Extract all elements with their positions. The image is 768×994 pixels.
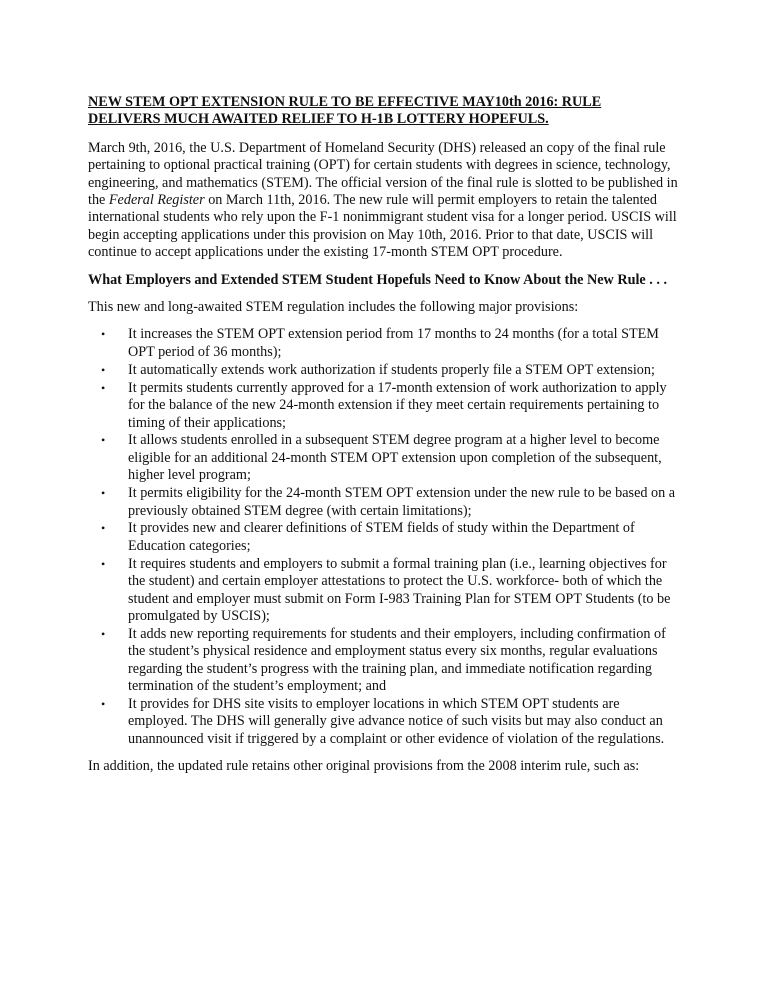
- provision-item: [88, 362, 682, 379]
- section-heading: What Employers and Extended STEM Student Hopefuls Need to Know About the New Rule . . .: [88, 271, 667, 288]
- bullet-icon: •: [101, 697, 106, 711]
- provision-item: [88, 626, 682, 696]
- provision-item: [88, 556, 682, 626]
- federal-register-italic: Federal Register: [108, 192, 205, 209]
- provision-item: [88, 432, 682, 484]
- provisions-list: [88, 326, 682, 748]
- bullet-icon: •: [101, 486, 106, 501]
- provision-item: [88, 520, 682, 555]
- provision-text: It increases the STEM OPT extension period from 17 months to 24 months (for a total STEM OPT period of 36 months);: [128, 326, 659, 360]
- bullet-icon: •: [101, 327, 106, 342]
- document-page: [88, 94, 682, 786]
- intro-text-part-2: on March 11th, 2016. The new rule will permit employers to retain the talented international students who rely upon the F-1 nonimmigrant student visa for a longer period. USCIS will begin accepting applications under this provision on May 10th, 2016. Prior to that date, USCIS will continue to accept applications under the existing 17-month STEM OPT procedure.: [88, 192, 677, 261]
- provision-item: [88, 326, 682, 361]
- bullet-icon: •: [101, 521, 106, 536]
- provision-text: It adds new reporting requirements for students and their employers, including confirmation of the student’s physical residence and employment status every six months, regular evaluations regarding the student’s progress with the training plan, and immediate notification regarding termination of the student’s employment; and: [128, 625, 666, 695]
- provision-text: It permits eligibility for the 24-month STEM OPT extension under the new rule to be based on a previously obtained STEM degree (with certain limitations);: [128, 485, 676, 519]
- bullet-icon: •: [101, 626, 106, 641]
- bullet-icon: •: [101, 380, 106, 395]
- provision-text: It automatically extends work authorization if students properly file a STEM OPT extension;: [128, 361, 655, 378]
- closing-paragraph: In addition, the updated rule retains other original provisions from the 2008 interim rule, such as:: [88, 758, 640, 775]
- provisions-lead: This new and long-awaited STEM regulation includes the following major provisions:: [88, 299, 579, 316]
- provision-item: [88, 485, 682, 520]
- provision-text: It permits students currently approved for a 17-month extension of work authorization to apply for the balance of the new 24-month extension if they meet certain requirements pertaining to timing of their applications;: [128, 379, 667, 431]
- intro-paragraph: [88, 140, 682, 262]
- provision-text: It requires students and employers to submit a formal training plan (i.e., learning objectives for the student) and certain employer attestations to protect the U.S. workforce- both of which the student and employer must submit on Form I-983 Training Plan for STEM OPT Students (to be promulgated by USCIS);: [128, 555, 671, 624]
- provision-text: It provides for DHS site visits to employer locations in which STEM OPT students are employed. The DHS will generally give advance notice of such visits but may also conduct an unannounced visit if triggered by a complaint or other evidence of violation of the regulations.: [128, 696, 665, 747]
- provision-text: It allows students enrolled in a subsequent STEM degree program at a higher level to become eligible for an additional 24-month STEM OPT extension upon completion of the subsequent, higher level program;: [128, 432, 662, 484]
- title-line-2: DELIVERS MUCH AWAITED RELIEF TO H-1B LOTTERY HOPEFULS.: [88, 111, 549, 128]
- title-line-1: NEW STEM OPT EXTENSION RULE TO BE EFFECTIVE MAY10th 2016: RULE: [88, 94, 602, 110]
- bullet-icon: •: [101, 362, 106, 377]
- bullet-icon: •: [101, 433, 106, 448]
- provision-text: It provides new and clearer definitions of STEM fields of study within the Department of Education categories;: [128, 520, 635, 554]
- document-title: [88, 94, 682, 129]
- intro-text-part-1: March 9th, 2016, the U.S. Department of Homeland Security (DHS) released an copy of the final rule pertaining to optional practical training (OPT) for certain students with degrees in science, technology, engineering, and mathematics (STEM). The official version of the final rule is slotted to be published in the: [88, 139, 678, 209]
- provision-item: [88, 696, 682, 748]
- bullet-icon: •: [101, 556, 106, 571]
- provision-item: [88, 380, 682, 432]
